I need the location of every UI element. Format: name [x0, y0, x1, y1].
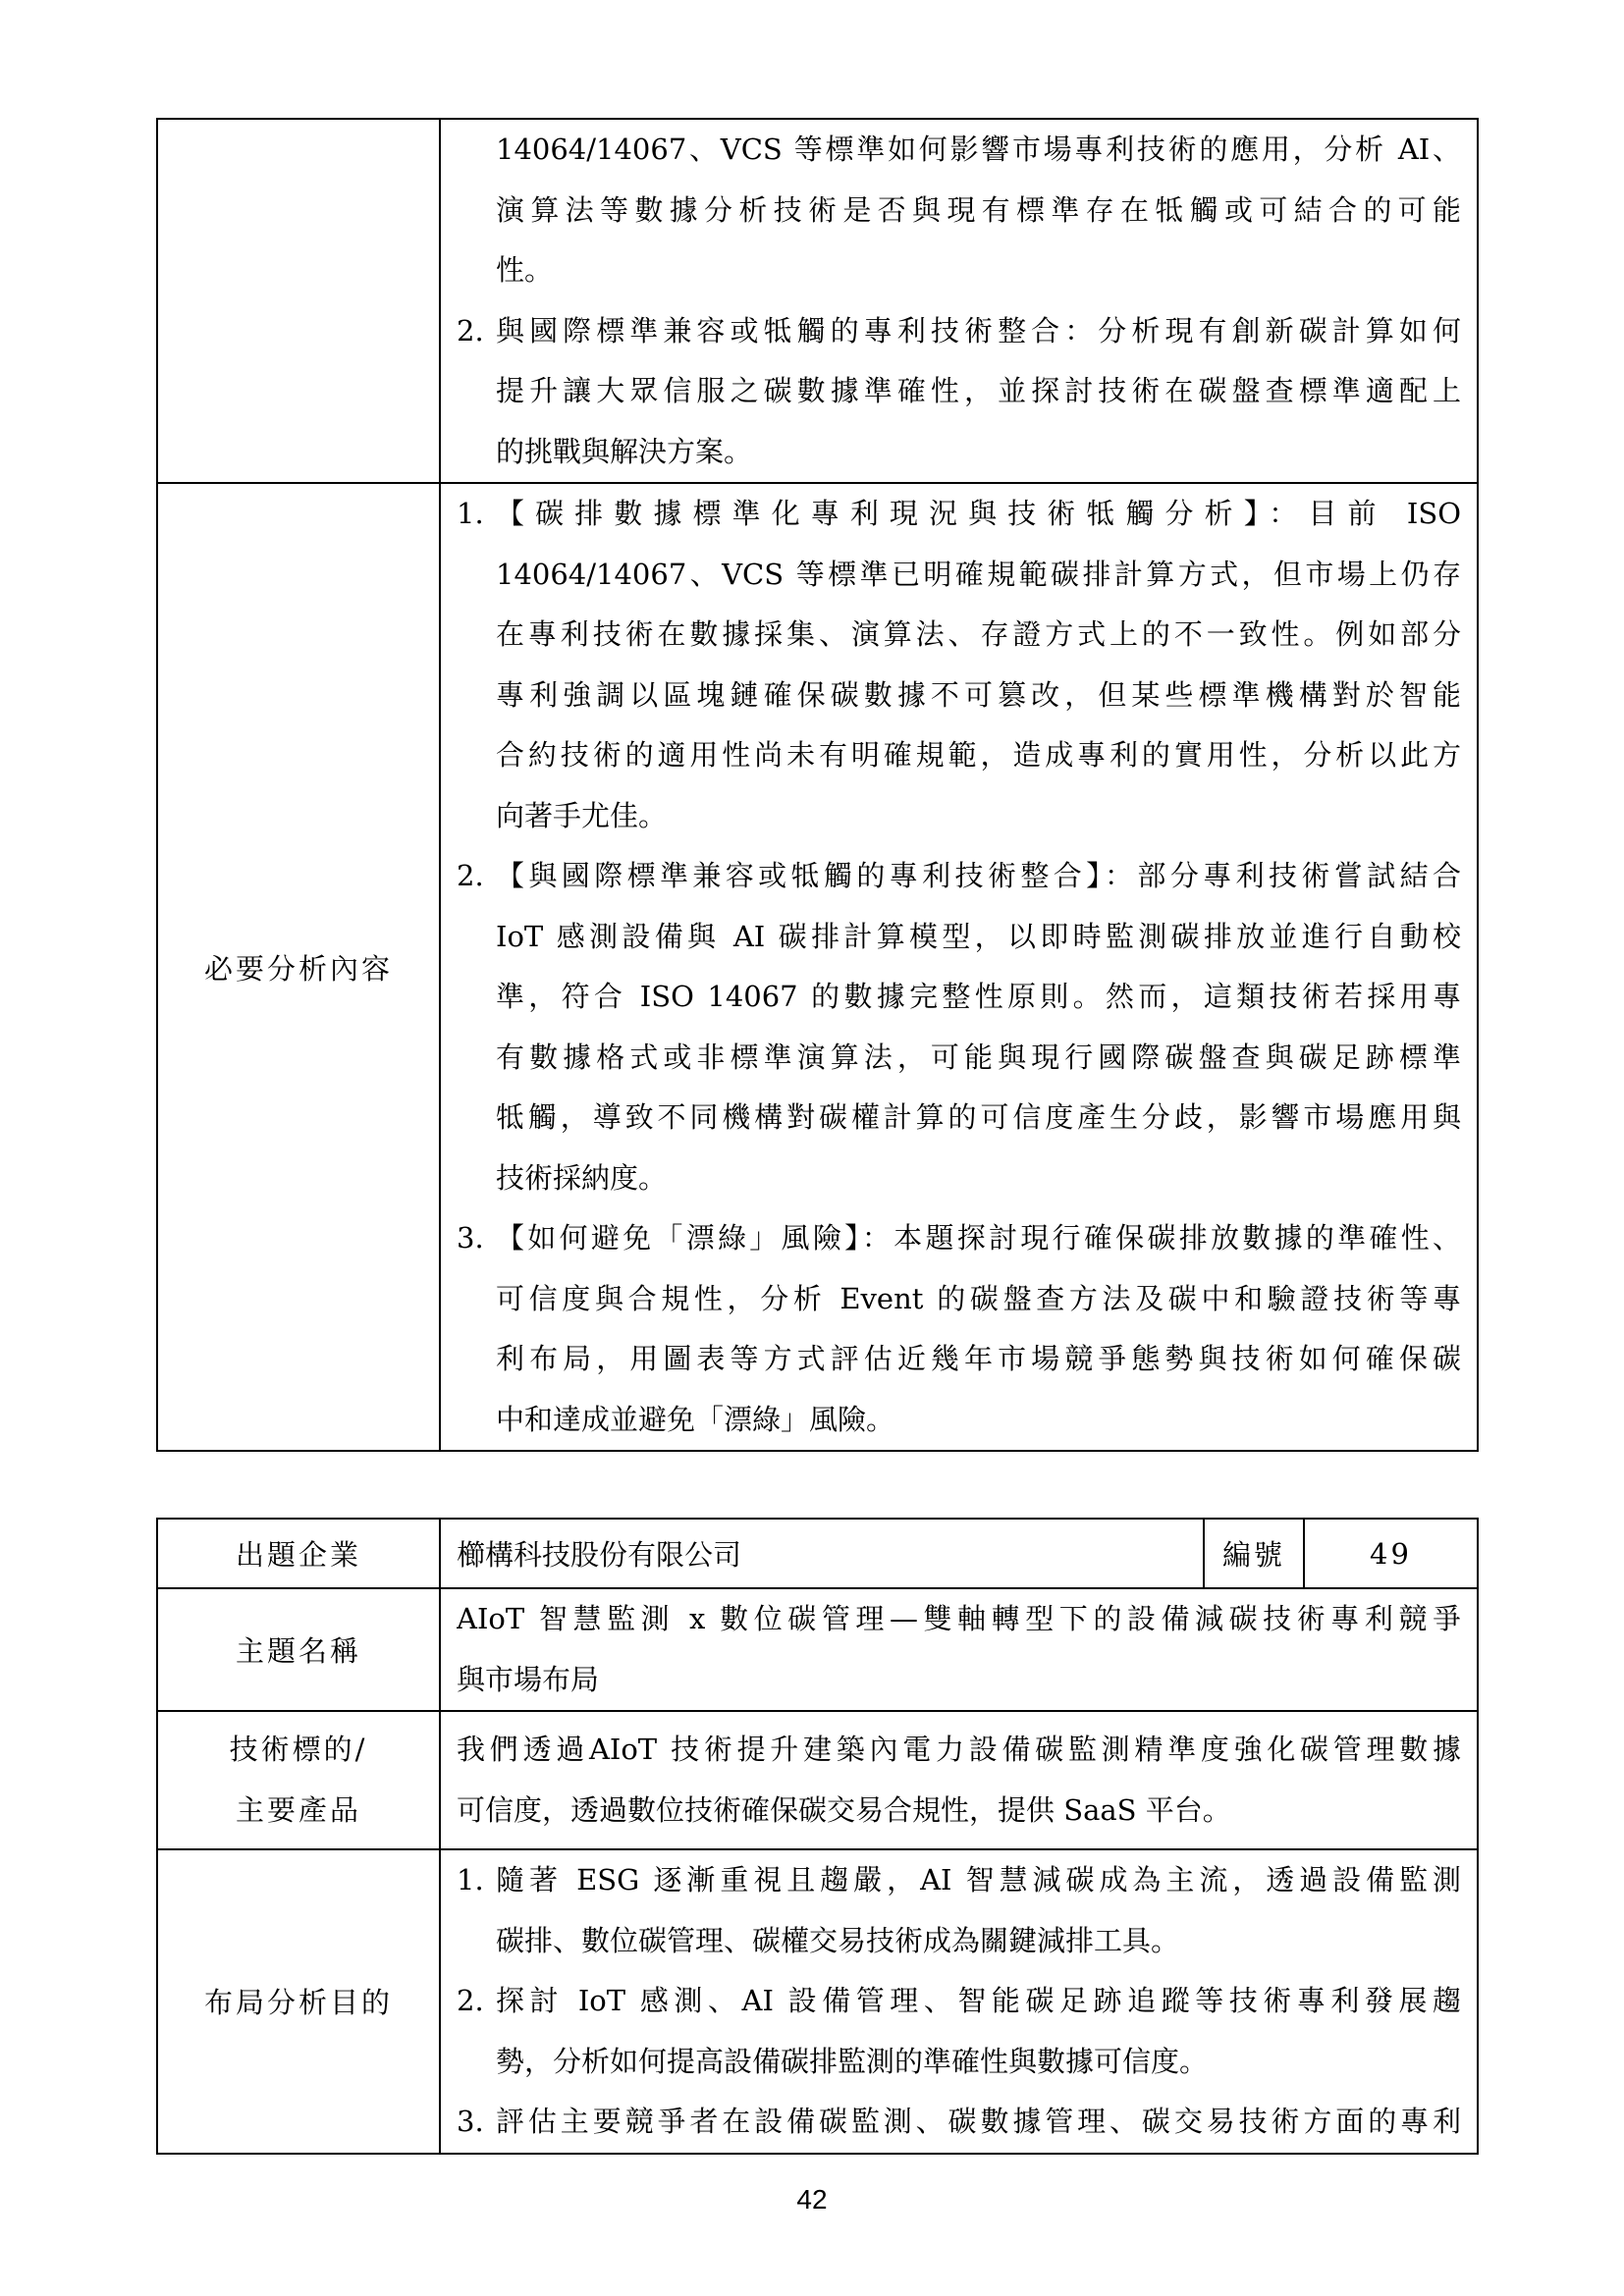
target-label-line: 主要產品 [235, 1792, 361, 1827]
text-line: 中和達成並避免「漂綠」風險。 [496, 1402, 895, 1436]
text-line: IoT 感測設備與 AI 碳排計算模型，以即時監測碳排放並進行自動校 [496, 919, 1461, 953]
text-line: 碳排、數位碳管理、碳權交易技術成為關鍵減排工具。 [496, 1923, 1180, 1957]
topic-value [440, 1588, 1478, 1711]
table-row-company [157, 1519, 1478, 1588]
topic-line: AIoT 智慧監測 x 數位碳管理—雙軸轉型下的設備減碳技術專利競爭 [457, 1602, 1461, 1635]
text-line: 在專利技術在數據採集、演算法、存證方式上的不一致性。例如部分 [496, 617, 1461, 651]
text-line: 與國際標準兼容或牴觸的專利技術整合：分析現有創新碳計算如何 [496, 313, 1461, 347]
page-number: 42 [796, 2184, 828, 2215]
text-line: 合約技術的適用性尚未有明確規範，造成專利的實用性，分析以此方 [496, 738, 1461, 772]
table-row [157, 119, 1478, 483]
analysis-table-continued [156, 118, 1479, 1452]
text-line: 向著手尤佳。 [496, 798, 668, 832]
list-number: 1. [457, 497, 484, 530]
table-row [157, 483, 1478, 1451]
target-label-line: 技術標的/ [229, 1733, 368, 1766]
row-content [440, 119, 1478, 483]
id-label: 編號 [1204, 1519, 1304, 1588]
text-line: 專利強調以區塊鏈確保碳數據不可篡改，但某些標準機構對於智能 [496, 677, 1461, 712]
text-line: 【碳排數據標準化專利現況與技術牴觸分析】：目前 ISO [496, 497, 1461, 530]
list-number: 2. [457, 313, 484, 347]
list-item [457, 1208, 1461, 1450]
target-value [440, 1711, 1478, 1849]
text-line: 可信度與合規性，分析 Event 的碳盤查方法及碳中和驗證技術等專 [496, 1281, 1461, 1315]
text-line: 隨著 ESG 逐漸重視且趨嚴，AI 智慧減碳成為主流，透過設備監測 [496, 1863, 1461, 1896]
list-number [457, 120, 496, 181]
row-label [157, 119, 440, 483]
company-label: 出題企業 [157, 1519, 440, 1588]
list-item [457, 301, 1461, 483]
table-row-target [157, 1711, 1478, 1849]
topic-table [156, 1518, 1479, 2155]
text-line: 評估主要競爭者在設備碳監測、碳數據管理、碳交易技術方面的專利 [496, 2105, 1461, 2138]
list-number: 3. [457, 2105, 484, 2138]
id-value: 49 [1304, 1519, 1478, 1588]
text-line: 演算法等數據分析技術是否與現有標準存在牴觸或可結合的可能 [496, 192, 1461, 227]
list-item [457, 484, 1461, 846]
table-row-purpose [157, 1849, 1478, 2154]
target-line: 我們透過AIoT 技術提升建築內電力設備碳監測精準度強化碳管理數據 [457, 1733, 1461, 1766]
purpose-value [440, 1849, 1478, 2154]
list-number: 2. [457, 859, 484, 892]
text-line: 14064/14067、VCS 等標準如何影響市場專利技術的應用，分析 AI、 [496, 133, 1461, 166]
text-line: 探討 IoT 感測、AI 設備管理、智能碳足跡追蹤等技術專利發展趨 [496, 1984, 1461, 2017]
text-line: 牴觸，導致不同機構對碳權計算的可信度產生分歧，影響市場應用與 [496, 1100, 1461, 1134]
list-item [457, 846, 1461, 1208]
text-line: 有數據格式或非標準演算法，可能與現行國際碳盤查與碳足跡標準 [496, 1040, 1461, 1074]
list-item [457, 120, 1461, 301]
text-line: 性。 [496, 253, 554, 287]
row-label-required-analysis: 必要分析內容 [157, 483, 440, 1451]
list-number: 1. [457, 1863, 484, 1896]
list-number: 2. [457, 1984, 484, 2017]
topic-label: 主題名稱 [157, 1588, 440, 1711]
row-content [440, 483, 1478, 1451]
list-item [457, 1971, 1461, 2092]
list-item [457, 1850, 1461, 1971]
text-line: 技術採納度。 [496, 1160, 668, 1195]
target-line: 可信度，透過數位技術確保碳交易合規性，提供 SaaS 平台。 [457, 1792, 1231, 1827]
list-number: 3. [457, 1221, 484, 1255]
text-line: 利布局，用圖表等方式評估近幾年市場競爭態勢與技術如何確保碳 [496, 1342, 1461, 1375]
table-row-topic [157, 1588, 1478, 1711]
company-value: 櫛構科技股份有限公司 [440, 1519, 1204, 1588]
text-line: 14064/14067、VCS 等標準已明確規範碳排計算方式，但市場上仍存 [496, 557, 1461, 591]
purpose-label: 布局分析目的 [157, 1849, 440, 2154]
text-line: 提升讓大眾信服之碳數據準確性，並探討技術在碳盤查標準適配上 [496, 374, 1461, 407]
text-line: 勢，分析如何提高設備碳排監測的準確性與數據可信度。 [496, 2044, 1209, 2078]
target-label [157, 1711, 440, 1849]
text-line: 準，符合 ISO 14067 的數據完整性原則。然而，這類技術若採用專 [496, 980, 1461, 1013]
topic-line: 與市場布局 [457, 1662, 600, 1696]
text-line: 【與國際標準兼容或牴觸的專利技術整合】：部分專利技術嘗試結合 [496, 859, 1461, 892]
text-line: 的挑戰與解決方案。 [496, 434, 753, 468]
list-item [457, 2092, 1461, 2153]
text-line: 【如何避免「漂綠」風險】：本題探討現行確保碳排放數據的準確性、 [496, 1221, 1461, 1255]
